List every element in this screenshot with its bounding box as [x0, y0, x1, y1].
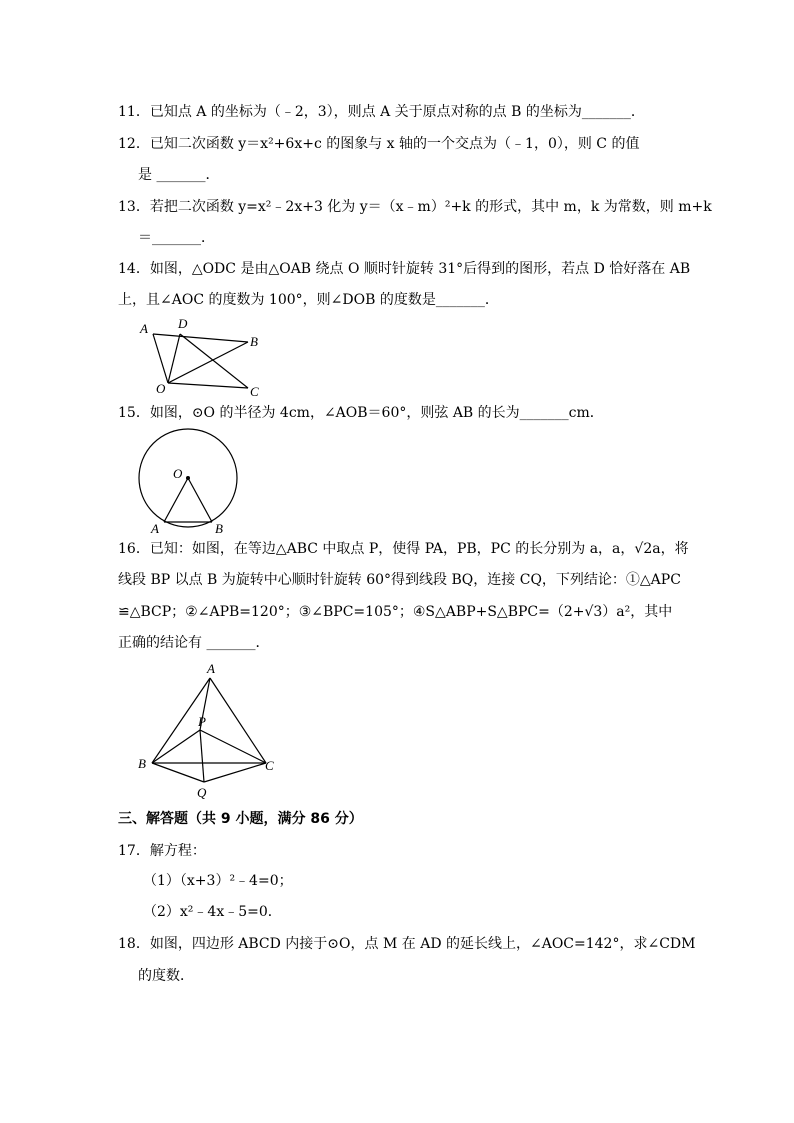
question-18-line2: 的度数． [138, 968, 194, 984]
section-3-heading: 三、解答题（共 9 小题，满分 86 分） [118, 811, 363, 827]
question-17-part1: （1）（x+3）²﹣4=0； [143, 873, 293, 889]
label-Q: Q [197, 785, 207, 800]
label-D: D [178, 316, 188, 331]
label-C: C [265, 758, 274, 773]
question-17-title: 17．解方程： [118, 843, 206, 859]
question-12-line2: 是 _______． [138, 167, 220, 183]
question-14-line2: 上，且∠AOC 的度数为 100°，则∠DOB 的度数是_______． [118, 292, 499, 308]
label-C: C [250, 384, 259, 399]
label-A: A [140, 321, 148, 336]
question-12-line1: 12．已知二次函数 y＝x²+6x+c 的图象与 x 轴的一个交点为（﹣1，0），则 C 的值 [118, 136, 640, 152]
label-A: A [207, 661, 215, 676]
label-B: B [138, 756, 146, 771]
question-11: 11．已知点 A 的坐标为（﹣2，3），则点 A 关于原点对称的点 B 的坐标为_______． [118, 104, 645, 120]
figure-q15-circle [130, 425, 250, 535]
label-O: O [156, 381, 166, 396]
question-17-part2: （2）x²﹣4x﹣5=0． [143, 904, 282, 920]
question-16-line4: 正确的结论有 _______． [118, 635, 270, 651]
question-16-line2: 线段 BP 以点 B 为旋转中心顺时针旋转 60°得到线段 BQ，连接 CQ，下列结论：①△APC [118, 572, 681, 588]
label-A: A [151, 521, 159, 535]
label-B: B [250, 334, 258, 349]
question-15-line1: 15．如图，⊙O 的半径为 4cm，∠AOB＝60°，则弦 AB 的长为_______cm． [118, 405, 604, 421]
label-B: B [215, 521, 223, 535]
question-13-line1: 13．若把二次函数 y=x²﹣2x+3 化为 y＝（x﹣m）²+k 的形式，其中 m，k 为常数，则 m+k [118, 199, 712, 215]
label-O: O [173, 466, 183, 481]
question-13-line2: ＝_______． [138, 230, 215, 246]
label-P: P [198, 714, 206, 729]
question-18-line1: 18．如图，四边形 ABCD 内接于⊙O，点 M 在 AD 的延长线上，∠AOC=142°，求∠CDM [118, 936, 696, 952]
figure-q16-triangle [130, 658, 290, 803]
question-16-line3: ≌△BCP；②∠APB=120°；③∠BPC=105°；④S△ABP+S△BPC=（2+√3）a²，其中 [118, 604, 673, 620]
question-14-line1: 14．如图，△ODC 是由△OAB 绕点 O 顺时针旋转 31°后得到的图形，若点 D 恰好落在 AB [118, 261, 691, 277]
question-16-line1: 16．已知：如图，在等边△ABC 中取点 P，使得 PA，PB，PC 的长分别为 a，a，√2a，将 [118, 541, 689, 557]
figure-q14-rotation [130, 312, 270, 402]
